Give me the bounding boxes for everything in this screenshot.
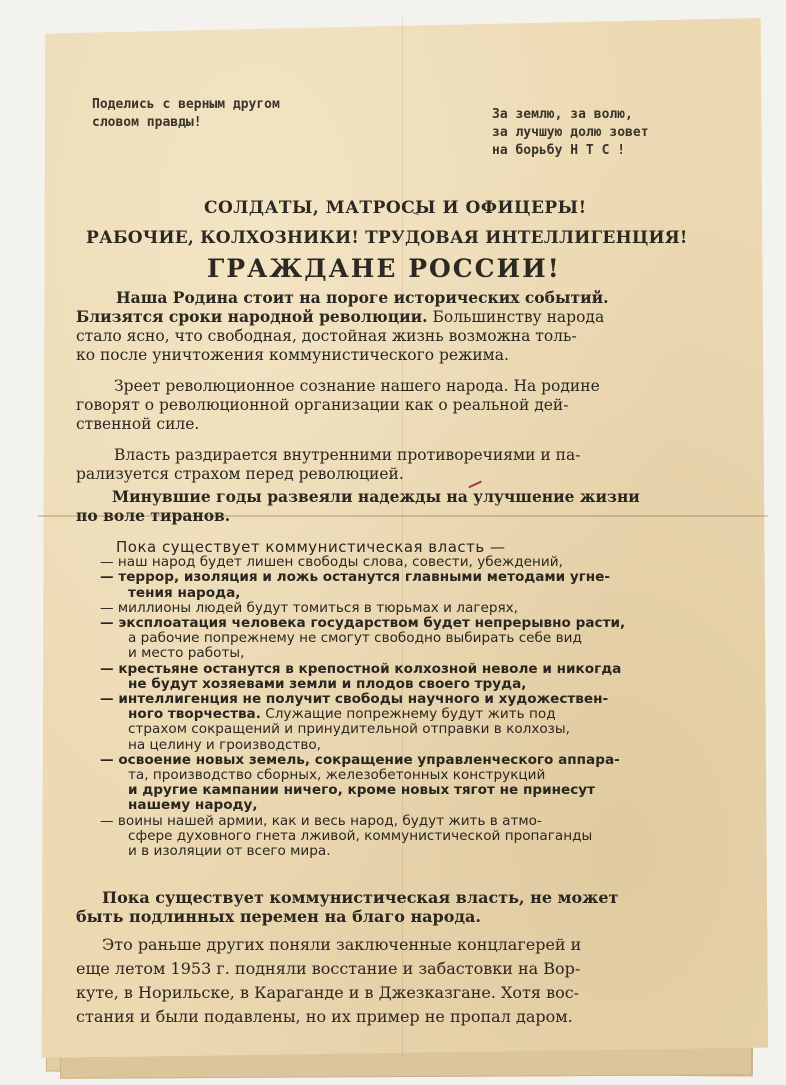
closing-line: Пока существует коммунистическая власть, не может [102, 888, 619, 907]
list-item-line: на целину и гроизводство, [128, 736, 322, 753]
slogan-left-line: Поделись с верным другом [92, 97, 280, 112]
paragraph-years [76, 487, 736, 525]
list-item-line: — интеллигенция не получит свободы научного и художествен- [100, 691, 609, 708]
headline-workers: РАБОЧИЕ, КОЛХОЗНИКИ! ТРУДОВАЯ ИНТЕЛЛИГЕНЦИЯ! [86, 228, 688, 248]
paragraph-line: Минувшие годы развеяли надежды на улучшение жизни [112, 487, 640, 506]
list-item-line: а рабочие попрежнему не смогут свободно выбирать себе вид [128, 630, 582, 647]
list-lead: Пока существует коммунистическая власть — [116, 538, 506, 556]
list-item-line: — миллионы людей будут томиться в тюрьмах и лагерях, [100, 599, 519, 616]
paragraph-line: по воле тиранов. [76, 506, 231, 525]
list-item-line: — освоение новых земель, сокращение управленческого аппара- [100, 751, 620, 768]
list-item-line: — воины нашей армии, как и весь народ, будут жить в атмо- [100, 812, 542, 829]
paragraph-line: стало ясно, что свободная, достойная жизнь возможна толь- [76, 327, 577, 345]
paragraph-line: Близятся сроки народной революции. [76, 307, 428, 326]
paragraph-power [76, 446, 736, 484]
list-item-line: Служащие попрежнему будут жить под [265, 706, 556, 723]
paragraph-line: Наша Родина стоит на пороге исторических событий. [116, 288, 609, 307]
paragraph-consciousness [76, 377, 736, 434]
headline-citizens: ГРАЖДАНЕ РОССИИ! [207, 254, 561, 283]
paragraph-line: Власть раздирается внутренними противоречиями и па- [114, 446, 581, 464]
list-item [100, 814, 730, 860]
closing-line: стания и были подавлены, но их пример не пропал даром. [76, 1007, 573, 1026]
list-item-line: — террор, изоляция и ложь останутся главными методами угне- [100, 569, 611, 586]
slogan-right [492, 106, 649, 160]
list-item-line: — наш народ будет лишен свободы слова, совести, убеждений, [100, 554, 563, 571]
paragraph-line: рализуется страхом перед революцией. [76, 465, 404, 483]
list-item-line: — крестьяне останутся в крепостной колхозной неволе и никогда [100, 660, 622, 677]
slogan-right-line: за лучшую долю зовет [492, 125, 649, 140]
paragraph-line: ко после уничтожения коммунистического режима. [76, 346, 509, 364]
list-item-line: ного творчества. [128, 706, 261, 723]
slogan-right-line: на борьбу Н Т С ! [492, 143, 626, 158]
closing-line: еще летом 1953 г. подняли восстание и забастовки на Вор- [76, 959, 581, 978]
list-item [100, 555, 730, 570]
closing-line: Это раньше других поняли заключенные концлагерей и [102, 935, 582, 954]
list-item-line: не будут хозяевами земли и плодов своего труда, [128, 675, 527, 692]
paragraph-line: Зреет революционное сознание нашего народа. На родине [114, 377, 600, 395]
paragraph-homeland [76, 288, 736, 365]
list-item-line: и другие кампании ничего, кроме новых тягот не принесут [128, 782, 596, 799]
list-item-line: и в изоляции от всего мира. [128, 843, 331, 860]
list-item [100, 692, 730, 753]
closing-paragraph [76, 933, 736, 1029]
list-item-line: и место работы, [128, 645, 245, 662]
paragraph-line: говорят о революционной организации как о реальной дей- [76, 396, 569, 414]
list-item-line: нашему народу, [128, 797, 258, 814]
slogan-left-line: словом правды! [92, 115, 202, 130]
list-item-line: тения народа, [128, 584, 241, 601]
list-item [100, 601, 730, 616]
paragraph-line: ственной силе. [76, 415, 200, 433]
list-item [100, 570, 730, 600]
list-item [100, 631, 730, 661]
list-item-line: сфере духовного гнета лживой, коммунистической пропаганды [128, 827, 593, 844]
list-item-line: страхом сокращений и принудительной отправки в колхозы, [128, 721, 570, 738]
paragraph-line: Большинству народа [432, 308, 605, 326]
list-item-line: — эксплоатация человека государством будет непрерывно расти, [100, 615, 626, 632]
consequences-list [100, 540, 730, 859]
closing-line: быть подлинных перемен на благо народа. [76, 907, 481, 926]
closing-line: куте, в Норильске, в Караганде и в Джезказгане. Хотя вос- [76, 983, 580, 1002]
list-item-line: та, производство сборных, железобетонных конструкций [128, 767, 546, 784]
slogan-left [92, 96, 280, 132]
closing-statement [76, 888, 736, 926]
list-item [100, 616, 730, 631]
slogan-right-line: За землю, за волю, [492, 107, 633, 122]
list-item [100, 662, 730, 692]
list-item [100, 753, 730, 814]
headline-soldiers: СОЛДАТЫ, МАТРОСЫ И ОФИЦЕРЫ! [204, 198, 587, 218]
